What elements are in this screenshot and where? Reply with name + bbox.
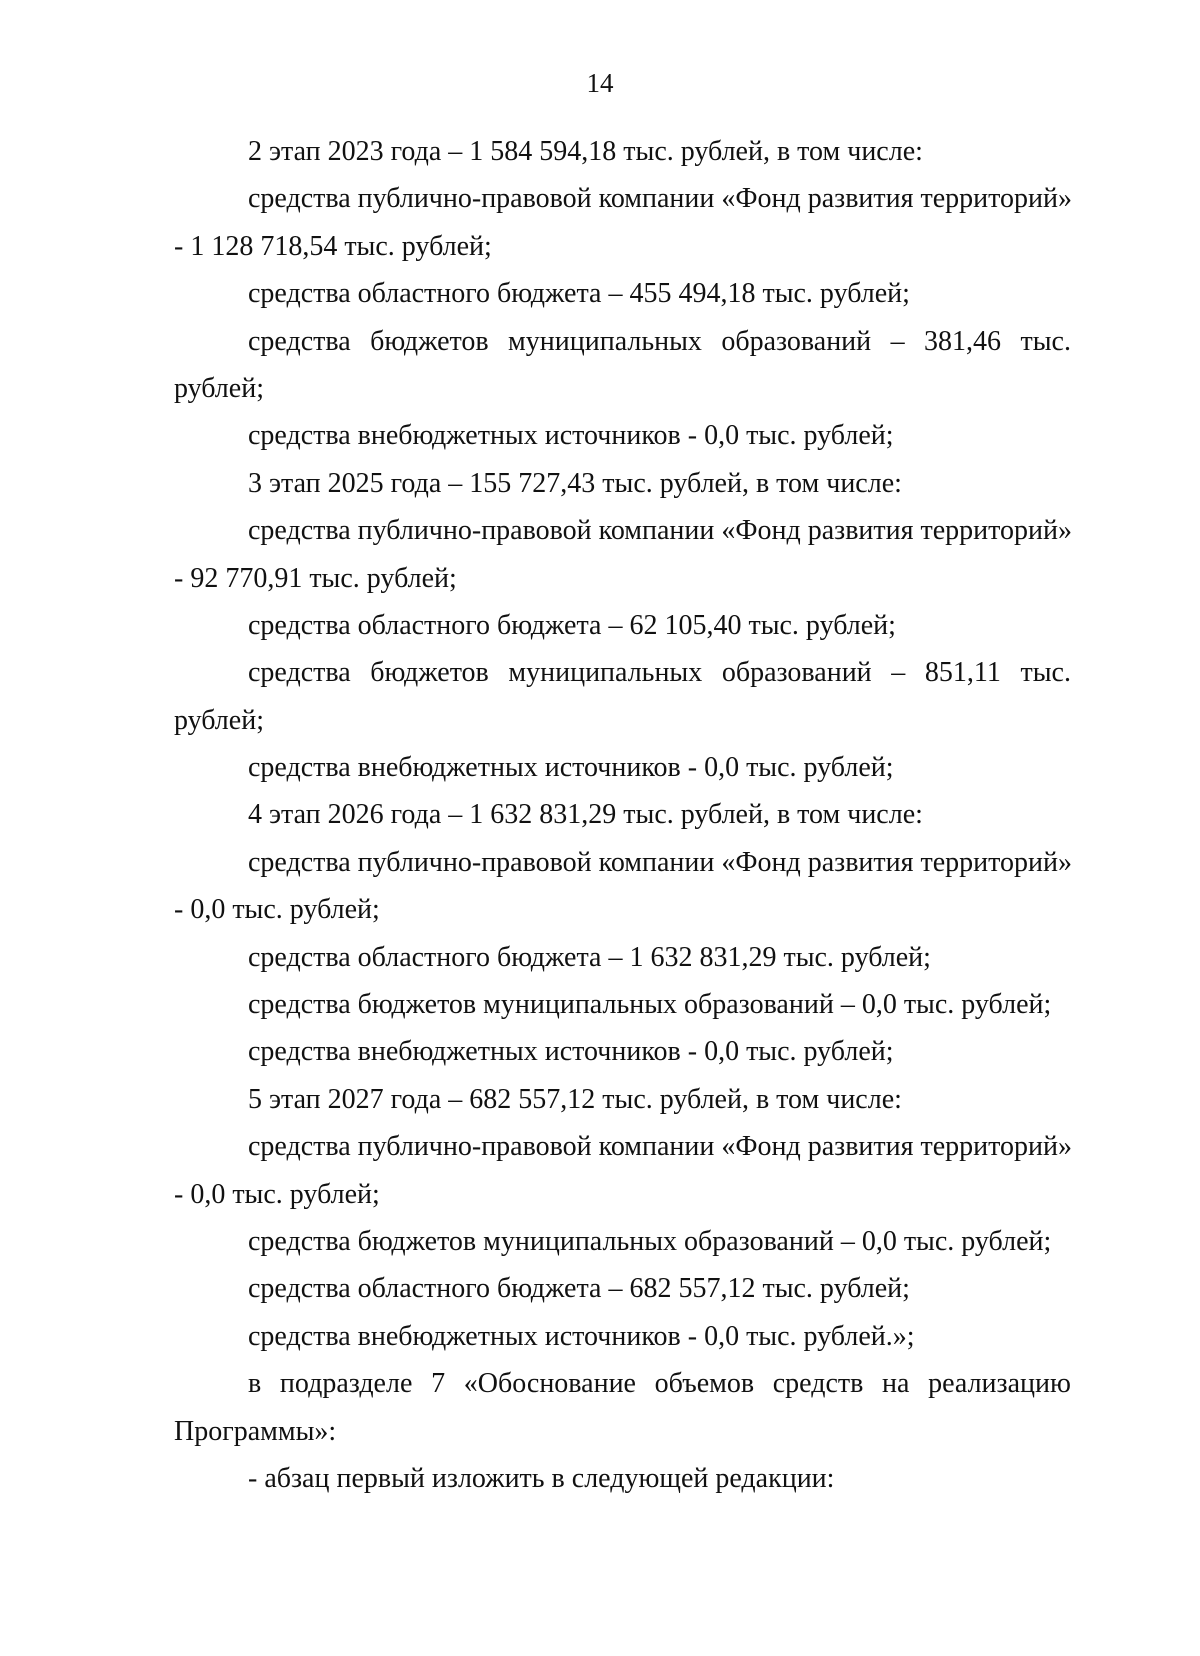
word: средств (772, 1368, 864, 1400)
document-body (174, 128, 1071, 1502)
stage3-heading: 3 этап 2025 года – 155 727,43 тыс. рублей, в том числе: (248, 467, 902, 499)
stage3-extrabudget: средства внебюджетных источников - 0,0 тыс. рублей; (248, 752, 894, 784)
word: – (890, 325, 905, 357)
stage5-extrabudget: средства внебюджетных источников - 0,0 тыс. рублей.»; (248, 1320, 915, 1352)
stage2-municipal-line1 (174, 318, 1071, 365)
stage3-municipal-line1 (174, 649, 1071, 696)
stage4-frt-line2: - 0,0 тыс. рублей; (174, 894, 380, 926)
stage4-regional: средства областного бюджета – 1 632 831,29 тыс. рублей; (248, 941, 931, 973)
stage4-heading: 4 этап 2026 года – 1 632 831,29 тыс. рублей, в том числе: (248, 799, 923, 831)
word: 7 (431, 1368, 446, 1400)
stage3-municipal-line2: рублей; (174, 704, 264, 736)
stage2-heading: 2 этап 2023 года – 1 584 594,18 тыс. рублей, в том числе: (248, 136, 923, 167)
word: тыс. (1020, 657, 1071, 689)
stage3-frt-line1: средства публично-правовой компании «Фонд развития территорий» (248, 515, 1073, 547)
word: бюджетов (370, 657, 489, 689)
word: – (891, 657, 906, 689)
stage5-frt-line1: средства публично-правовой компании «Фонд развития территорий» (248, 1131, 1073, 1163)
stage2-extrabudget: средства внебюджетных источников - 0,0 тыс. рублей; (248, 420, 894, 452)
stage2-frt-line2: - 1 128 718,54 тыс. рублей; (174, 230, 492, 262)
word: образований (721, 325, 872, 357)
stage4-extrabudget: средства внебюджетных источников - 0,0 тыс. рублей; (248, 1036, 894, 1068)
word: бюджетов (370, 325, 489, 357)
word: образований (721, 657, 872, 689)
word: реализацию (928, 1368, 1071, 1400)
page-number: 14 (586, 68, 614, 98)
word: средства (248, 657, 351, 689)
stage3-regional: средства областного бюджета – 62 105,40 тыс. рублей; (248, 609, 896, 641)
word: тыс. (1020, 325, 1071, 357)
stage5-municipal: средства бюджетов муниципальных образований – 0,0 тыс. рублей; (248, 1225, 1052, 1257)
stage2-frt-line1: средства публично-правовой компании «Фонд развития территорий» (248, 183, 1073, 215)
word: 851,11 (924, 657, 1001, 689)
word: объемов (654, 1368, 755, 1400)
word: на (882, 1368, 910, 1400)
word: подразделе (279, 1368, 413, 1400)
word: муниципальных (508, 325, 702, 357)
stage5-regional: средства областного бюджета – 682 557,12 тыс. рублей; (248, 1273, 910, 1305)
stage2-regional: средства областного бюджета – 455 494,18 тыс. рублей; (248, 278, 910, 310)
word: муниципальных (508, 657, 703, 689)
stage2-municipal-line2: рублей; (174, 372, 264, 404)
word: в (248, 1368, 262, 1400)
subsection-line1 (174, 1360, 1071, 1407)
stage5-heading: 5 этап 2027 года – 682 557,12 тыс. рублей, в том числе: (248, 1083, 902, 1115)
word: 381,46 (924, 325, 1002, 357)
stage3-frt-line2: - 92 770,91 тыс. рублей; (174, 562, 457, 594)
subsection-instruction: - абзац первый изложить в следующей редакции: (248, 1462, 835, 1494)
subsection-line2: Программы»: (174, 1415, 337, 1447)
stage4-frt-line1: средства публично-правовой компании «Фонд развития территорий» (248, 846, 1073, 878)
word: средства (248, 325, 351, 357)
stage5-frt-line2: - 0,0 тыс. рублей; (174, 1178, 380, 1210)
stage4-municipal: средства бюджетов муниципальных образований – 0,0 тыс. рублей; (248, 989, 1052, 1021)
word: «Обоснование (463, 1368, 636, 1400)
